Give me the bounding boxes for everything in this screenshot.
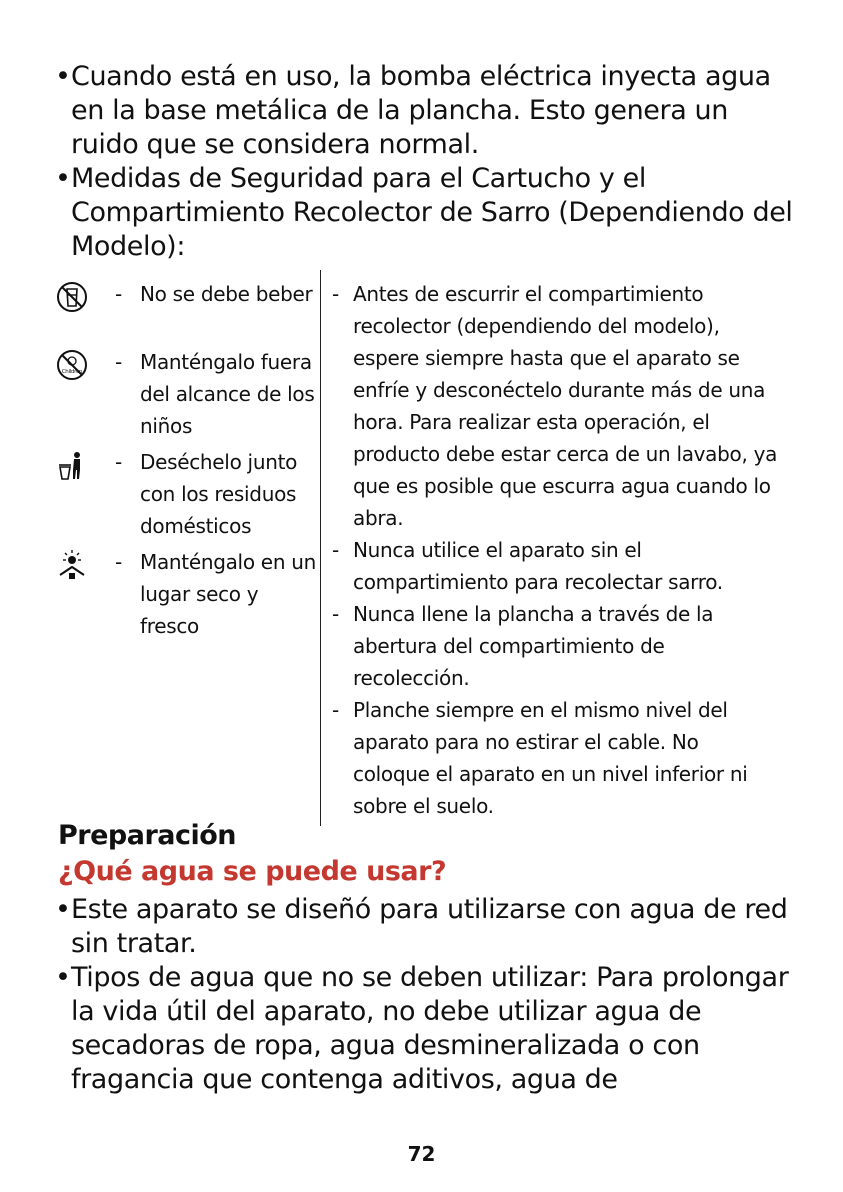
warnings-list	[330, 278, 780, 822]
symbol-row-dry-cool	[55, 546, 317, 642]
symbol-label: Deséchelo junto con los residuos domésticos	[140, 450, 298, 538]
dispose-trash-icon	[55, 448, 89, 482]
symbol-label: No se debe beber	[140, 282, 313, 306]
warning-item: - Antes de escurrir el compartimiento recolector (dependiendo del modelo), espere siempre hasta que el aparato se enfríe y desconéctelo durante más de una hora. Para realizar esta operación, el producto debe estar cerca de un lavabo, ya que es posible que escurra agua cuando lo abra.	[330, 278, 780, 534]
top-bullet-list	[55, 60, 795, 264]
dry-cool-place-icon	[55, 548, 89, 582]
bottom-bullet-list	[55, 893, 795, 1097]
section-title: Preparación	[58, 820, 237, 851]
bullet-item: • Cuando está en uso, la bomba eléctrica inyecta agua en la base metálica de la plancha. Esto genera un ruido que se considera normal.	[55, 60, 795, 162]
symbol-row-dispose	[55, 446, 317, 542]
no-drink-icon	[55, 280, 89, 314]
dash-marker: -	[115, 550, 122, 574]
symbol-label: Manténgalo en un lugar seco y fresco	[140, 550, 317, 638]
children-icon-label: Children	[61, 369, 83, 375]
warning-item: - Nunca utilice el aparato sin el compartimiento para recolectar sarro.	[330, 534, 780, 598]
dash-marker: -	[115, 282, 122, 306]
symbol-row-keep-away-children	[55, 346, 317, 442]
bullet-item: • Este aparato se diseñó para utilizarse con agua de red sin tratar.	[55, 893, 795, 961]
symbol-row-no-drink	[55, 278, 317, 342]
keep-away-children-icon	[55, 348, 89, 382]
bullet-item: • Tipos de agua que no se deben utilizar: Para prolongar la vida útil del aparato, no debe utilizar agua de secadoras de ropa, agua desmineralizada o con fragancia que contenga aditivos, agua de	[55, 961, 795, 1097]
subsection-title: ¿Qué agua se puede usar?	[58, 856, 447, 887]
dash-marker: -	[115, 350, 122, 374]
column-divider	[320, 270, 321, 826]
bullet-item: • Medidas de Seguridad para el Cartucho y el Compartimiento Recolector de Sarro (Dependiendo del Modelo):	[55, 162, 795, 264]
page-number: 72	[407, 1142, 436, 1166]
symbol-column	[55, 278, 317, 642]
symbol-label: Manténgalo fuera del alcance de los niños	[140, 350, 315, 438]
dash-marker: -	[115, 450, 122, 474]
warning-item: - Nunca llene la plancha a través de la abertura del compartimiento de recolección.	[330, 598, 780, 694]
warning-item: - Planche siempre en el mismo nivel del aparato para no estirar el cable. No coloque el aparato en un nivel inferior ni sobre el suelo.	[330, 694, 780, 822]
